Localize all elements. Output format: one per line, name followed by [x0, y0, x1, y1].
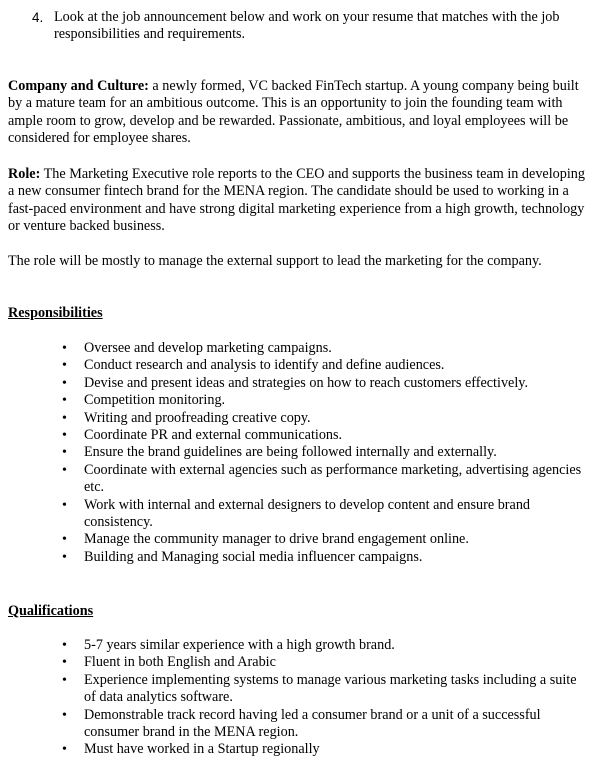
list-item: • Devise and present ideas and strategies on how to reach customers effectively. — [62, 374, 528, 391]
bullet-icon: • — [62, 638, 67, 653]
role-text: The Marketing Executive role reports to the CEO and supports the business team in developing a new consumer fintech brand for the MENA region. The candidate should be used to working in a fast-paced environment and have strong digital marketing experience from a high growth, technology or venture backed business. — [8, 166, 585, 235]
bullet-icon: • — [62, 742, 67, 758]
role-note-paragraph: The role will be mostly to manage the external support to lead the marketing for the company. — [8, 253, 542, 269]
list-item: • Building and Managing social media influencer campaigns. — [62, 548, 423, 565]
list-item: • Writing and proofreading creative copy. — [62, 409, 311, 426]
bullet-icon: • — [62, 497, 67, 513]
bullet-icon: • — [62, 707, 67, 723]
list-item: • Must have worked in a Startup regionally — [62, 741, 320, 758]
list-item: • Demonstrable track record having led a consumer brand or a unit of a successful consumer brand in the MENA region. — [62, 706, 541, 741]
role-label: Role: — [8, 166, 41, 182]
company-culture-label: Company and Culture: — [8, 78, 149, 94]
list-item: • Coordinate PR and external communications. — [62, 427, 343, 444]
qualifications-list — [60, 637, 586, 759]
bullet-icon: • — [62, 375, 67, 391]
responsibilities-heading: Responsibilities — [8, 305, 103, 321]
task-number: 4. — [32, 10, 44, 25]
bullet-icon: • — [62, 410, 67, 426]
list-item: • Competition monitoring. — [62, 392, 226, 409]
bullet-icon: • — [62, 549, 67, 565]
list-item: • Work with internal and external designers to develop content and ensure brand consistency. — [62, 496, 531, 531]
responsibilities-list — [60, 340, 586, 566]
bullet-icon: • — [62, 672, 67, 688]
list-item: • 5-7 years similar experience with a high growth brand. — [62, 637, 395, 653]
list-item: • Oversee and develop marketing campaigns. — [62, 340, 332, 356]
bullet-icon: • — [62, 341, 67, 356]
list-item: • Conduct research and analysis to identify and define audiences. — [62, 357, 445, 374]
bullet-icon: • — [62, 462, 67, 478]
company-culture-text: a newly formed, VC backed FinTech startup. A young company being built by a mature team for an ambitious outcome. This is an opportunity to join the founding team with ample room to grow, develop and be rewarded. Passionate, ambitious, and loyal employees will be considered for employee shares. — [8, 78, 579, 147]
list-item: • Manage the community manager to drive brand engagement online. — [62, 531, 469, 548]
qualifications-heading: Qualifications — [8, 603, 94, 619]
bullet-icon: • — [62, 532, 67, 548]
list-item: • Ensure the brand guidelines are being followed internally and externally. — [62, 444, 497, 461]
bullet-icon: • — [62, 428, 67, 444]
task-text: Look at the job announcement below and work on your resume that matches with the job responsibilities and requirements. — [54, 9, 560, 43]
bullet-icon: • — [62, 445, 67, 461]
role-paragraph — [8, 166, 588, 236]
bullet-icon: • — [62, 358, 67, 374]
list-item: • Experience implementing systems to manage various marketing tasks including a suite of data analytics software. — [62, 671, 577, 706]
company-culture-paragraph — [8, 78, 588, 148]
bullet-icon: • — [62, 393, 67, 409]
list-item: • Fluent in both English and Arabic — [62, 654, 276, 671]
list-item: • Coordinate with external agencies such as performance marketing, advertising agencies etc. — [62, 461, 582, 496]
bullet-icon: • — [62, 655, 67, 671]
